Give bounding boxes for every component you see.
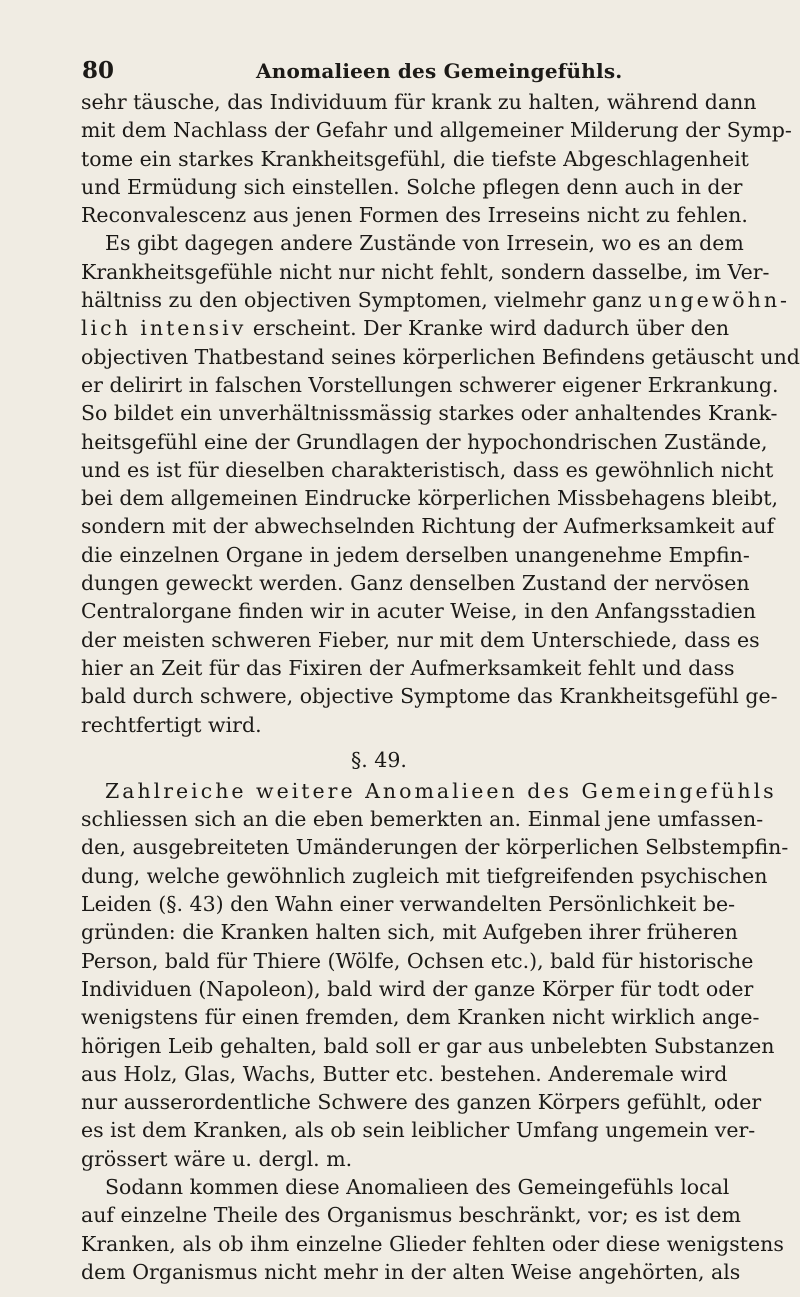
section-heading: §. 49.: [351, 747, 407, 772]
text-line: die einzelnen Organe in jedem derselben unangenehme Empfin-: [81, 542, 750, 567]
text-line: Sodann kommen diese Anomalieen des Gemeingefühls local: [105, 1174, 730, 1199]
text-line: grössert wäre u. dergl. m.: [81, 1146, 353, 1171]
text-line: dem Organismus nicht mehr in der alten Weise angehörten, als: [81, 1259, 741, 1284]
running-head: Anomalieen des Gemeingefühls.: [256, 59, 623, 83]
text-line: tome ein starkes Krankheitsgefühl, die tiefste Abgeschlagenheit: [81, 146, 749, 171]
text-line: sondern mit der abwechselnden Richtung der Aufmerksamkeit auf: [81, 514, 775, 539]
text-line: Individuen (Napoleon), bald wird der ganze Körper für todt oder: [81, 976, 754, 1001]
text-line: dungen geweckt werden. Ganz denselben Zustand der nervösen: [81, 571, 750, 596]
text-line: heitsgefühl eine der Grundlagen der hypochondrischen Zustände,: [81, 429, 768, 454]
text-line: schliessen sich an die eben bemerkten an. Einmal jene umfassen-: [81, 807, 764, 832]
paragraph-3: [81, 777, 789, 1173]
text-fragment: erscheint. Der Kranke wird dadurch über den: [252, 316, 730, 341]
text-line: auf einzelne Theile des Organismus beschränkt, vor; es ist dem: [81, 1203, 741, 1228]
body-text: [81, 88, 800, 1286]
text-line: [81, 286, 790, 314]
text-line: der meisten schweren Fieber, nur mit dem Unterschiede, dass es: [81, 627, 760, 652]
text-line: Reconvalescenz aus jenen Formen des Irreseins nicht zu fehlen.: [81, 203, 748, 228]
text-line: Kranken, als ob ihm einzelne Glieder fehlten oder diese wenigstens: [81, 1231, 784, 1256]
text-line: Person, bald für Thiere (Wölfe, Ochsen etc.), bald für historische: [81, 948, 754, 973]
emphasis-text: ungewöhn-: [648, 288, 790, 313]
text-line: sehr täusche, das Individuum für krank zu halten, während dann: [81, 90, 757, 114]
page-header: [82, 54, 732, 88]
text-line: Centralorgane finden wir in acuter Weise, in den Anfangsstadien: [81, 599, 756, 624]
text-line: den, ausgebreiteten Umänderungen der körperlichen Selbstempfin-: [81, 835, 789, 860]
paragraph-2: [81, 229, 800, 738]
text-line: objectiven Thatbestand seines körperlichen Befindens getäuscht und: [81, 344, 800, 369]
text-line: So bildet ein unverhältnissmässig starkes oder anhaltendes Krank-: [81, 401, 778, 426]
text-line: rechtfertigt wird.: [81, 712, 262, 737]
text-line: bald durch schwere, objective Symptome das Krankheitsgefühl ge-: [81, 684, 778, 709]
text-line: aus Holz, Glas, Wachs, Butter etc. bestehen. Anderemale wird: [81, 1061, 728, 1086]
paragraph-1: [81, 88, 792, 229]
text-line: gründen: die Kranken halten sich, mit Aufgeben ihrer früheren: [81, 920, 738, 945]
text-line: es ist dem Kranken, als ob sein leiblicher Umfang ungemein ver-: [81, 1118, 756, 1143]
text-line: hörigen Leib gehalten, bald soll er gar aus unbelebten Substanzen: [81, 1033, 775, 1058]
emphasis-text: Zahlreiche weitere Anomalieen des Gemeingefühls: [105, 778, 777, 803]
text-line: nur ausserordentliche Schwere des ganzen Körpers gefühlt, oder: [81, 1090, 762, 1115]
page-number: 80: [82, 57, 115, 84]
text-line: Krankheitsgefühle nicht nur nicht fehlt, sondern dasselbe, im Ver-: [81, 259, 770, 284]
text-line: und es ist für dieselben charakteristisch, dass es gewöhnlich nicht: [81, 457, 774, 482]
text-line: und Ermüdung sich einstellen. Solche pflegen denn auch in der: [81, 174, 743, 199]
text-line: [81, 314, 730, 342]
text-line: dung, welche gewöhnlich zugleich mit tiefgreifenden psychischen: [81, 863, 768, 888]
text-fragment: hältniss zu den objectiven Symptomen, vielmehr ganz: [81, 288, 642, 313]
text-line: wenigstens für einen fremden, dem Kranken nicht wirklich ange-: [81, 1005, 760, 1030]
text-line: hier an Zeit für das Fixiren der Aufmerksamkeit fehlt und dass: [81, 655, 735, 680]
text-line: er delirirt in falschen Vorstellungen schwerer eigener Erkrankung.: [81, 372, 779, 397]
text-line: Leiden (§. 43) den Wahn einer verwandelten Persönlichkeit be-: [81, 892, 735, 917]
text-line: Es gibt dagegen andere Zustände von Irresein, wo es an dem: [105, 231, 744, 256]
text-line: bei dem allgemeinen Eindrucke körperlichen Missbehagens bleibt,: [81, 486, 778, 511]
paragraph-4: [81, 1173, 784, 1286]
text-line: mit dem Nachlass der Gefahr und allgemeiner Milderung der Symp-: [81, 118, 792, 143]
emphasis-text: lich intensiv: [81, 316, 247, 341]
